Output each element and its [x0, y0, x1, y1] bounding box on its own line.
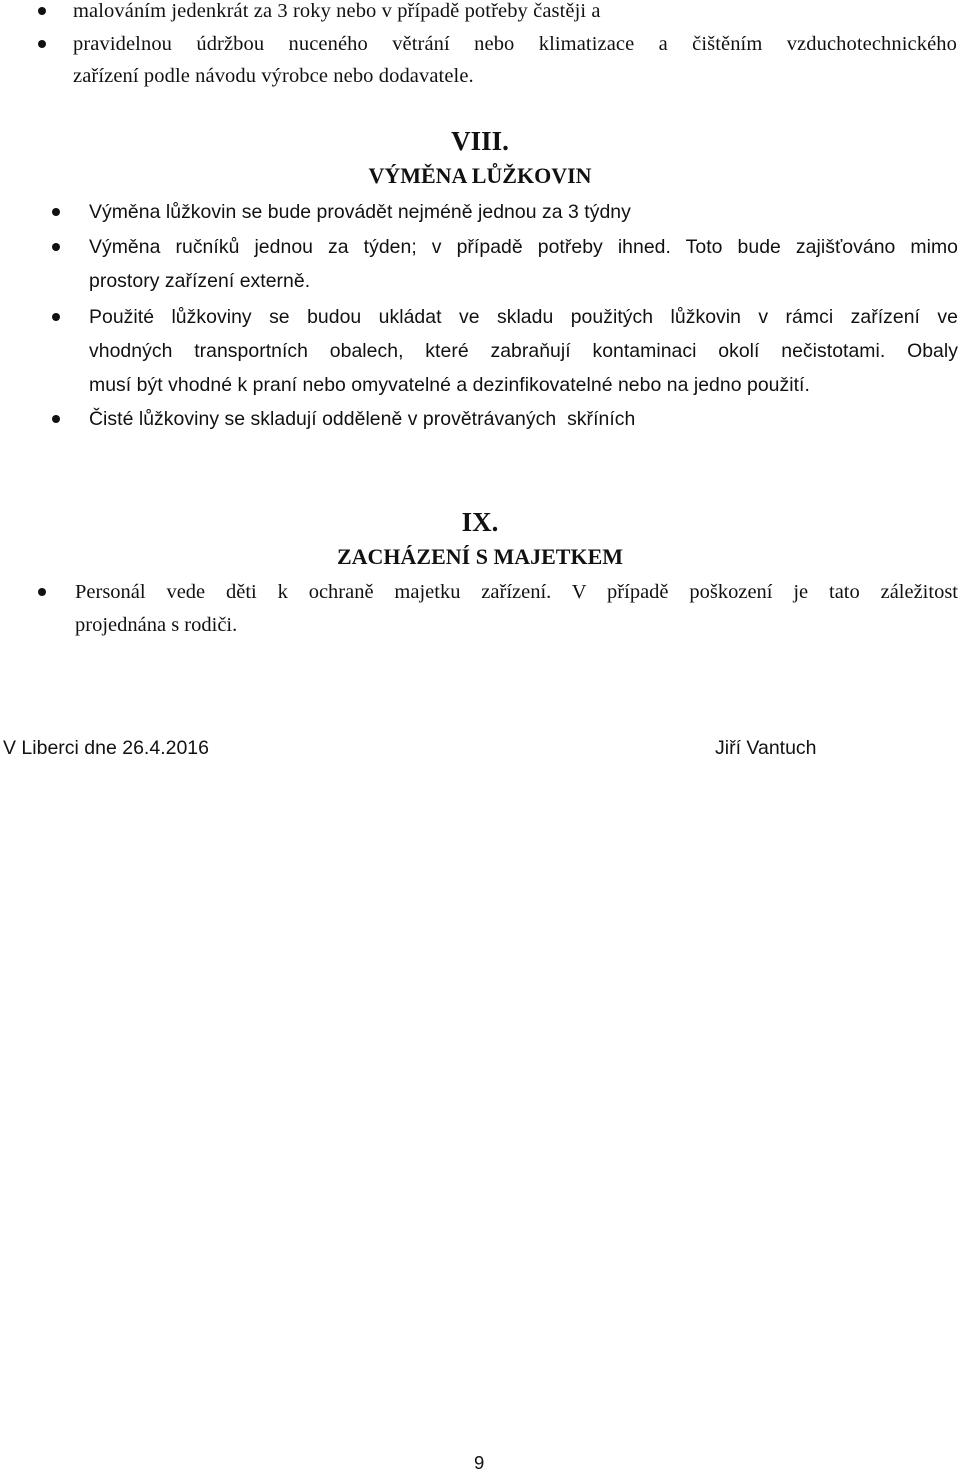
- bullet: [52, 208, 60, 216]
- page-number: 9: [474, 1452, 485, 1473]
- list-item: Použité lůžkoviny se budou ukládat ve skladu použitých lůžkovin v rámci zařízení ve: [89, 306, 958, 328]
- list-item-continuation: zařízení podle návodu výrobce nebo dodavatele.: [73, 65, 474, 87]
- list-item-continuation: vhodných transportních obalech, které zabraňují kontaminaci okolí nečistotami. Obaly: [89, 340, 958, 362]
- place-and-date: V Liberci dne 26.4.2016: [3, 737, 209, 759]
- bullet: [52, 243, 60, 251]
- bullet: [38, 7, 46, 15]
- list-item: pravidelnou údržbou nuceného větrání nebo klimatizace a čištěním vzduchotechnického: [73, 33, 957, 55]
- bullet: [52, 415, 60, 423]
- bullet: [52, 313, 60, 321]
- list-item-continuation: prostory zařízení externě.: [89, 270, 311, 292]
- list-item: Čisté lůžkoviny se skladují odděleně v provětrávaných skříních: [89, 408, 636, 430]
- list-item-continuation: musí být vhodné k praní nebo omyvatelné a dezinfikovatelné nebo na jedno použití.: [89, 374, 810, 396]
- bullet: [38, 40, 46, 48]
- section-number: VIII.: [451, 126, 509, 156]
- list-item: Personál vede děti k ochraně majetku zařízení. V případě poškození je tato záležitost: [75, 581, 958, 603]
- list-item: malováním jedenkrát za 3 roky nebo v případě potřeby častěji a: [73, 0, 601, 22]
- bullet: [38, 588, 46, 596]
- list-item-continuation: projednána s rodiči.: [75, 614, 238, 636]
- signatory-name: Jiří Vantuch: [715, 737, 817, 759]
- section-title: VÝMĚNA LŮŽKOVIN: [368, 163, 592, 188]
- section-number: IX.: [461, 507, 499, 537]
- section-title: ZACHÁZENÍ S MAJETKEM: [336, 544, 624, 569]
- list-item: Výměna ručníků jednou za týden; v případě potřeby ihned. Toto bude zajišťováno mimo: [89, 236, 958, 258]
- list-item: Výměna lůžkovin se bude provádět nejméně jednou za 3 týdny: [89, 201, 631, 223]
